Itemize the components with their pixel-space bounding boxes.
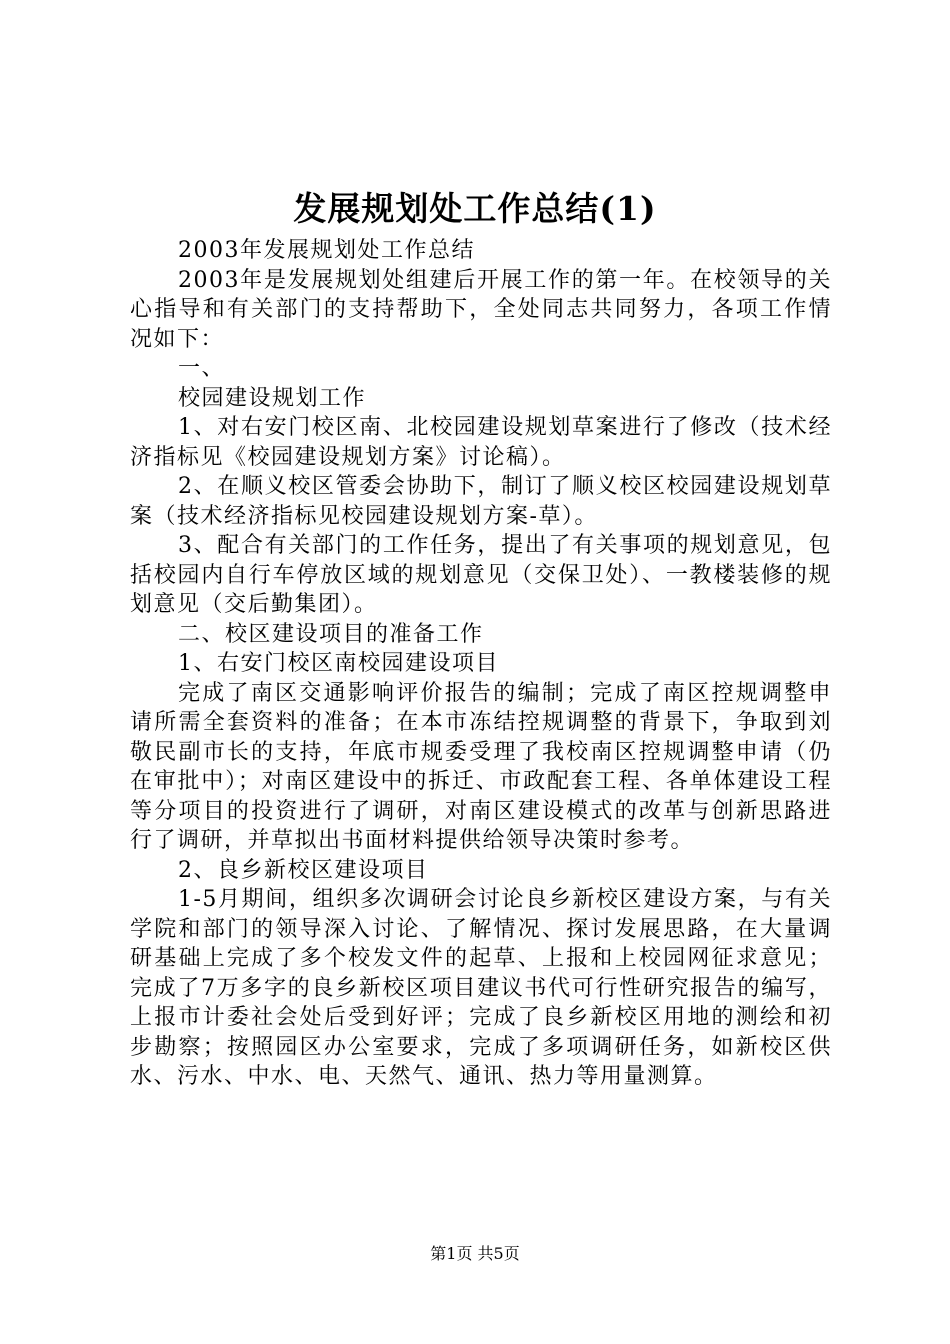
paragraph: 一、 [178,356,226,381]
paragraph: 校园建设规划工作 [178,385,367,411]
paragraph: 2、在顺义校区管委会协助下，制订了顺义校区校园建设规划草案（技术经济指标见校园建设规划方案-草）。 [130,474,832,529]
paragraph: 2003年发展规划处工作总结 [178,238,475,263]
paragraph: 二、校区建设项目的准备工作 [178,621,484,647]
paragraph: 1、右安门校区南校园建设项目 [178,651,499,676]
paragraph: 3、配合有关部门的工作任务，提出了有关事项的规划意见，包括校园内自行车停放区域的规划意见（交保卫处）、一教楼装修的规划意见（交后勤集团）。 [130,533,832,617]
page-footer: 第1页 共5页 [430,1244,520,1263]
paragraph: 2003年是发展规划处组建后开展工作的第一年。在校领导的关心指导和有关部门的支持帮助下，全处同志共同努力，各项工作情况如下： [130,267,832,352]
paragraph: 2、良乡新校区建设项目 [178,857,429,883]
paragraph: 1-5月期间，组织多次调研会讨论良乡新校区建设方案，与有关学院和部门的领导深入讨论、了解情况、探讨发展思路，在大量调研基础上完成了多个校发文件的起草、上报和上校园网征求意见；完成了7万多字的良乡新校区项目建议书代可行性研究报告的编写，上报市计委社会处后受到好评；完成了良乡新校区用地的测绘和初步勘察；按照园区办公室要求，完成了多项调研任务，如新校区供水、污水、中水、电、天然气、通讯、热力等用量测算。 [130,887,832,1089]
paragraph: 1、对右安门校区南、北校园建设规划草案进行了修改（技术经济指标见《校园建设规划方案》讨论稿）。 [130,415,832,470]
document-body [130,236,832,1092]
document-title: 发展规划处工作总结(1) [293,189,657,228]
paragraph: 完成了南区交通影响评价报告的编制；完成了南区控规调整申请所需全套资料的准备；在本市冻结控规调整的背景下，争取到刘敬民副市长的支持，年底市规委受理了我校南区控规调整申请（仍在审批中）；对南区建设中的拆迁、市政配套工程、各单体建设工程等分项目的投资进行了调研，对南区建设模式的改革与创新思路进行了调研，并草拟出书面材料提供给领导决策时参考。 [130,680,832,853]
